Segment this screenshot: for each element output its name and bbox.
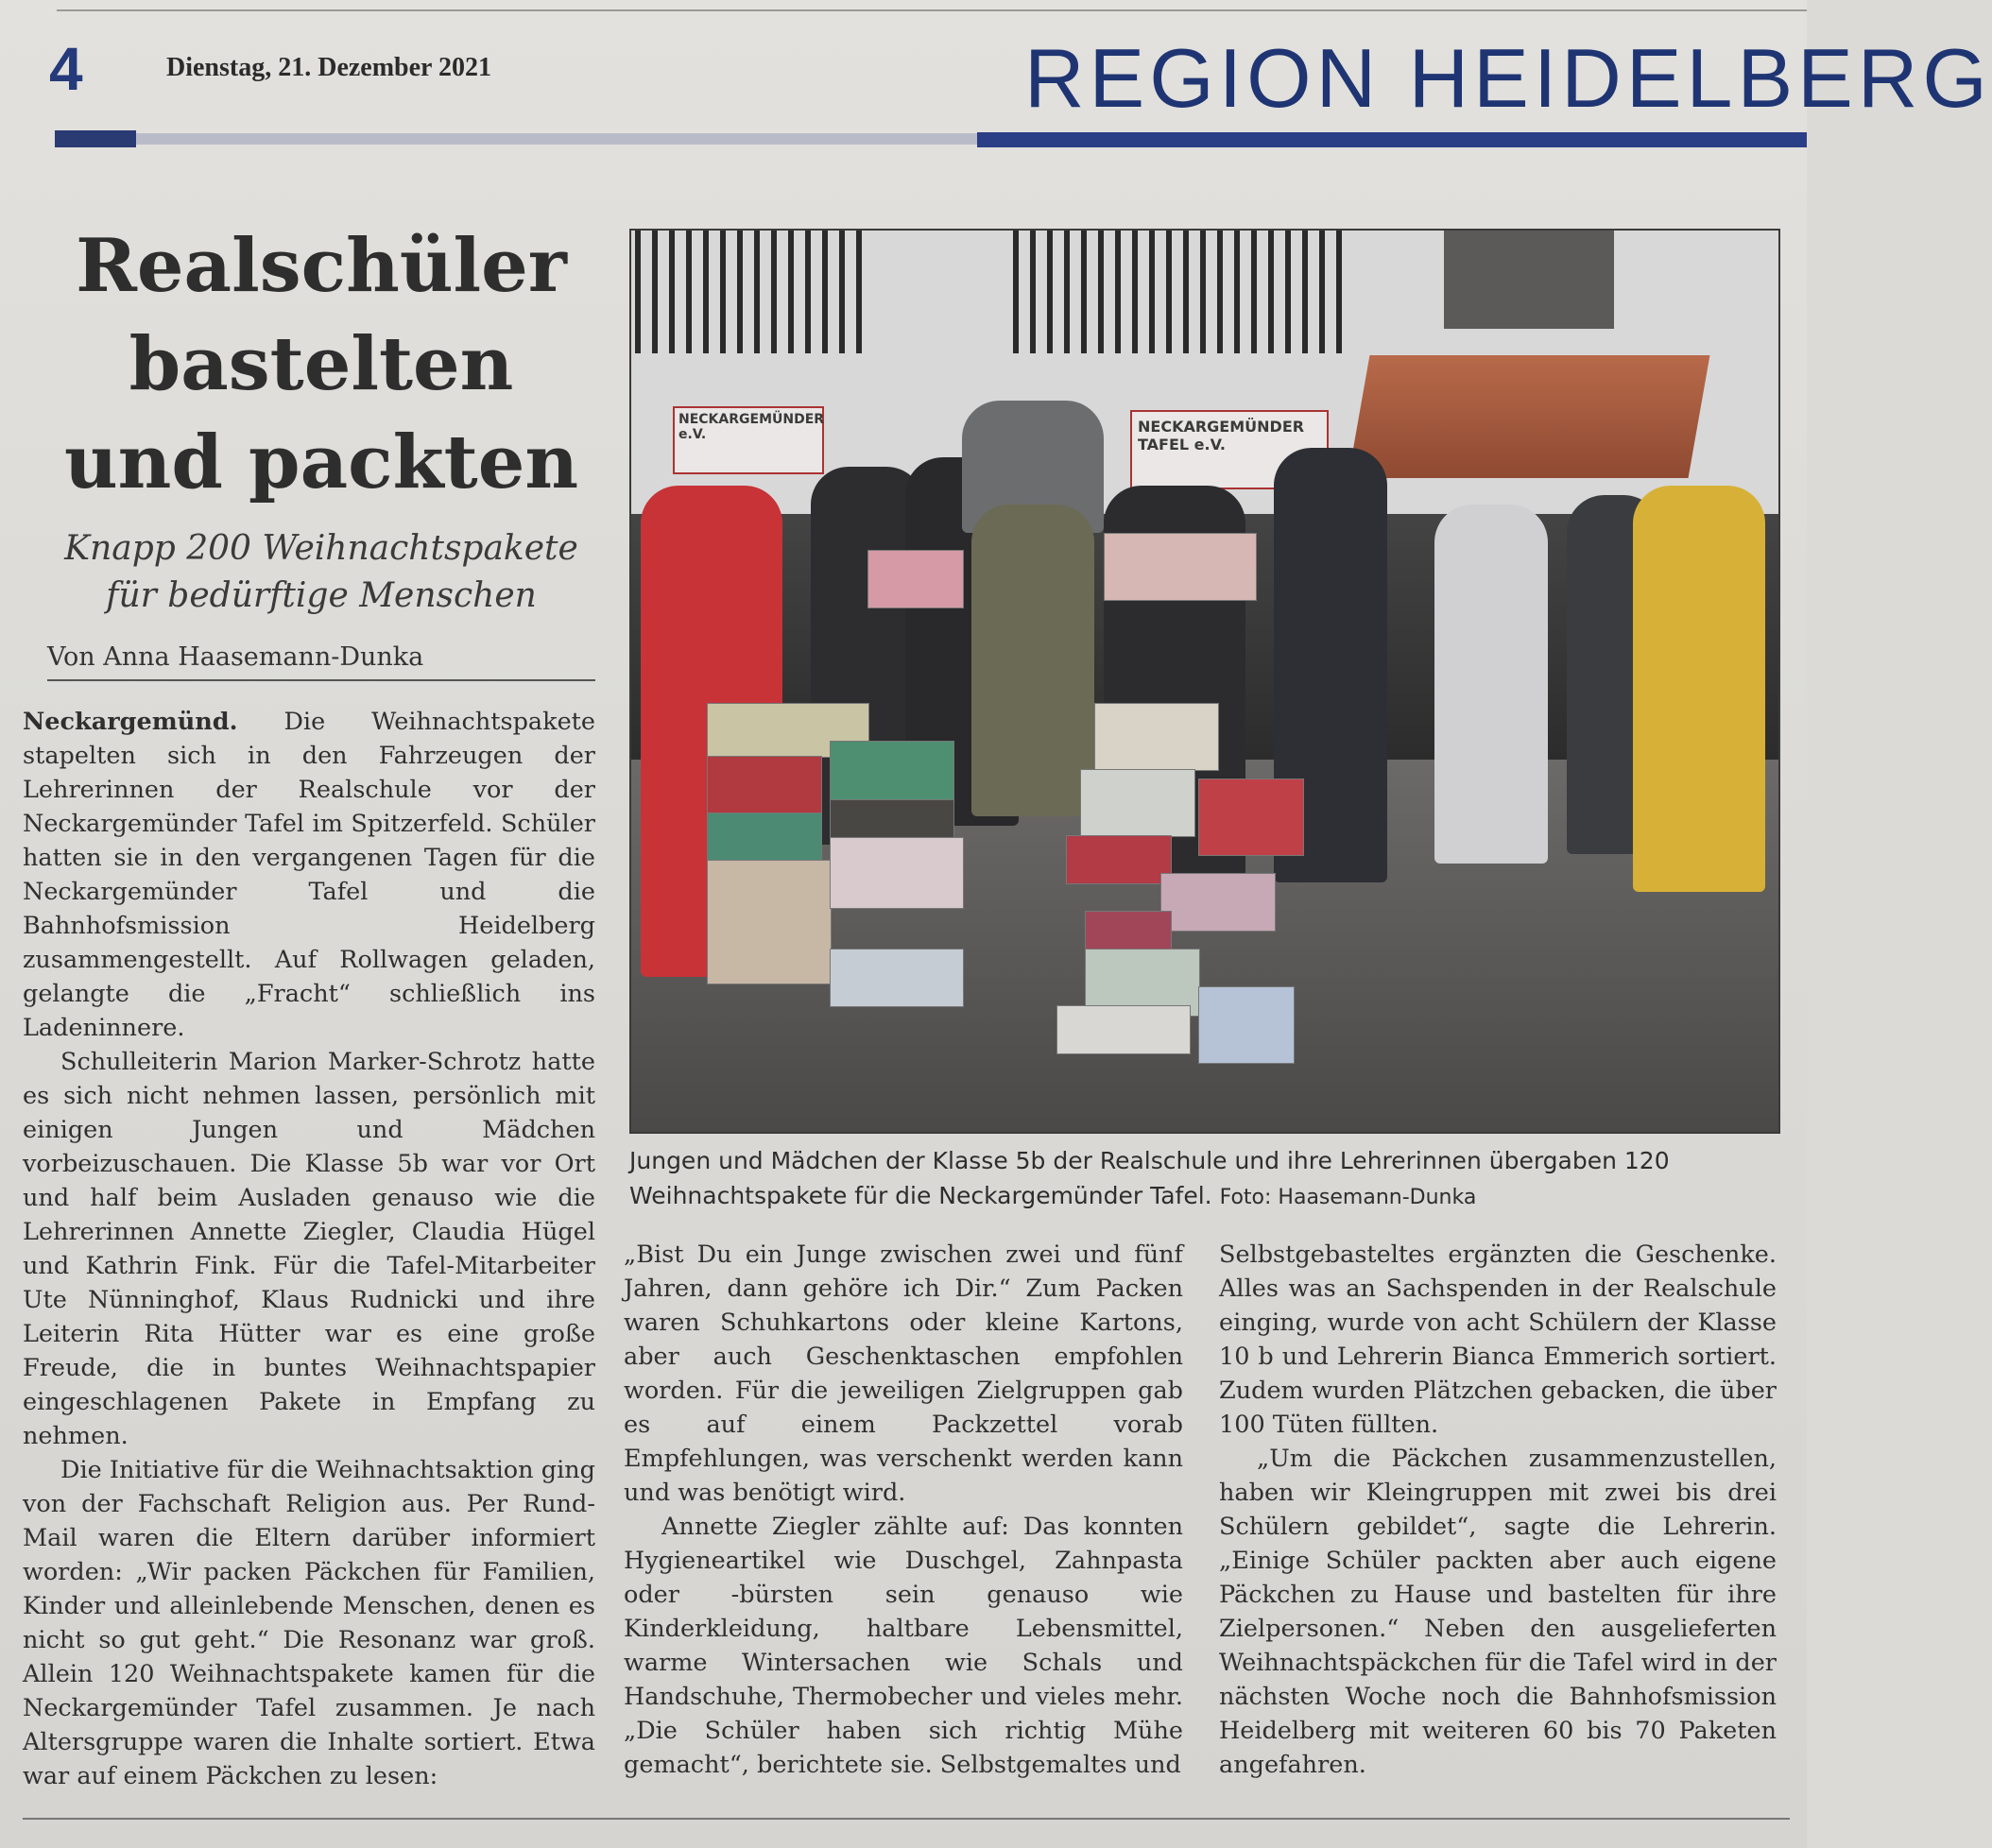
article-headline: Realschüler bastelten und packten (63, 223, 579, 505)
photo-gift-box (1056, 1005, 1191, 1054)
photo-gift-box (830, 799, 954, 839)
header-rule-blue (977, 132, 1807, 147)
paragraph: „Bist Du ein Junge zwischen zwei und fünf Jahren, dann gehöre ich Dir.“ Zum Packen waren Schuhkartons oder kleine Kartons, aber auch Geschenktaschen empfohlen worden. Für die jeweiligen Zielgruppen gab es auf einem Packzettel vorab Empfehlungen, was verschenkt werden kann und was benötigt wird. (624, 1241, 1183, 1507)
photo-person (1434, 505, 1548, 864)
photo-balcony (1013, 231, 1349, 353)
photo-gift-box (830, 741, 954, 801)
article-photo (629, 229, 1780, 1134)
dateline: Neckargemünd. (23, 708, 238, 736)
photo-credit: Foto: Haasemann-Dunka (1219, 1186, 1477, 1209)
issue-date: Dienstag, 21. Dezember 2021 (166, 53, 491, 82)
photo-gift-box (1104, 533, 1257, 601)
section-title: REGION HEIDELBERG (1024, 31, 1992, 125)
photo-window (1444, 231, 1614, 329)
photo-gift-box (1094, 703, 1219, 771)
paragraph: Schulleiterin Marion Marker-Schrotz hatte es sich nicht nehmen lassen, persönlich mit einigen Jungen und Mädchen vorbeizuschauen. Die Klasse 5b war vor Ort und half beim Ausladen genauso wie die Lehrerinnen Annette Ziegler, Claudia Hügel und Kathrin Fink. Für die Tafel-Mitarbeiter Ute Nünninghof, Klaus Rudnicki und ihre Leiterin Rita Hütter war es eine große Freude, die in buntes Weihnachtspapier eingeschlagenen Pakete in Empfang zu nehmen. (23, 1048, 595, 1450)
paragraph: Die Initiative für die Weihnachtsaktion ging von der Fachschaft Religion aus. Per Rund-Mail waren die Eltern darüber informiert worden: „Wir packen Päckchen für Familien, Kinder und alleinlebende Menschen, denen es nicht so gut geht.“ Die Resonanz war groß. Allein 120 Weihnachtspakete kamen für die Neckargemünder Tafel zusammen. Je nach Altersgruppe waren die Inhalte sortiert. Etwa war auf einem Päckchen zu lesen: (23, 1456, 595, 1790)
bottom-rule (23, 1818, 1790, 1820)
photo-gift-box (1160, 873, 1276, 932)
article-byline: Von Anna Haasemann-Dunka (47, 642, 595, 681)
page-number: 4 (49, 35, 83, 103)
paragraph (23, 705, 595, 1045)
article-column-3 (1219, 1238, 1777, 1782)
photo-sign-left: NECKARGEMÜNDER e.V. (673, 406, 824, 474)
photo-roof (1348, 355, 1710, 478)
header-rule-light (136, 133, 977, 145)
photo-person (1633, 486, 1765, 892)
paragraph: „Um die Päckchen zusammenzustellen, haben wir Kleingruppen mit zwei bis drei Schülern gebildet“, sagte die Lehrerin. „Einige Schüler packten aber auch eigene Päckchen zu Hause und bastelten für ihre Zielpersonen.“ Neben den ausgelieferten Weihnachtspäckchen für die Tafel wird in der nächsten Woche noch die Bahnhofsmission Heidelberg mit weiteren 60 bis 70 Paketen angefahren. (1219, 1445, 1777, 1779)
paragraph: Annette Ziegler zählte auf: Das konnten Hygieneartikel wie Duschgel, Zahnpasta oder -bürsten sein genauso wie Kinderkleidung, haltbare Lebensmittel, warme Wintersachen wie Schals und Handschuhe, Thermobecher und vieles mehr. „Die Schüler haben sich richtig Mühe gemacht“, berichtete sie. Selbstgemaltes und (624, 1513, 1183, 1779)
photo-gift-box (707, 813, 822, 862)
photo-gift-box (1085, 911, 1172, 950)
paragraph: Selbstgebasteltes ergänzten die Geschenke. Alles was an Sachspenden in der Realschule einging, wurde von acht Schülern der Klasse 10 b und Lehrerin Bianca Emmerich sortiert. Zudem wurden Plätzchen gebacken, die über 100 Tüten füllten. (1219, 1241, 1777, 1439)
article-subheadline: Knapp 200 Weihnachtspakete für bedürftige Menschen (64, 529, 578, 615)
photo-balcony (635, 231, 871, 353)
photo-gift-box (707, 860, 832, 984)
header-rule-dark (55, 130, 136, 147)
photo-gift-box (1066, 835, 1172, 884)
photo-caption (629, 1143, 1777, 1215)
article-column-2 (624, 1238, 1183, 1782)
photo-gift-box (830, 837, 964, 909)
photo-gift-box (1198, 986, 1295, 1064)
caption-text: Jungen und Mädchen der Klasse 5b der Realschule und ihre Lehrerinnen übergaben 120 Weihnachtspakete für die Neckargemünder Tafel. (629, 1147, 1670, 1209)
photo-gift-box (1080, 769, 1195, 837)
photo-gift-box (1198, 779, 1304, 856)
top-rule (57, 9, 1807, 11)
photo-gift-box (867, 550, 964, 608)
photo-gift-box (707, 756, 822, 814)
photo-person (971, 505, 1094, 816)
article-column-1 (23, 705, 595, 1793)
photo-sign-right: NECKARGEMÜNDER TAFEL e.V. (1130, 410, 1329, 489)
photo-gift-box (830, 949, 964, 1007)
paragraph-text: Die Weihnachtspakete stapelten sich in den Fahrzeugen der Lehrerinnen der Realschule vor der Neckargemünder Tafel im Spitzerfeld. Schüler hatten sie in den vergangenen Tagen für die Neckargemünder Tafel und die Bahnhofsmission Heidelberg zusammengestellt. Auf Rollwagen geladen, gelangte die „Fracht“ schließlich ins Ladeninnere. (23, 708, 596, 1042)
